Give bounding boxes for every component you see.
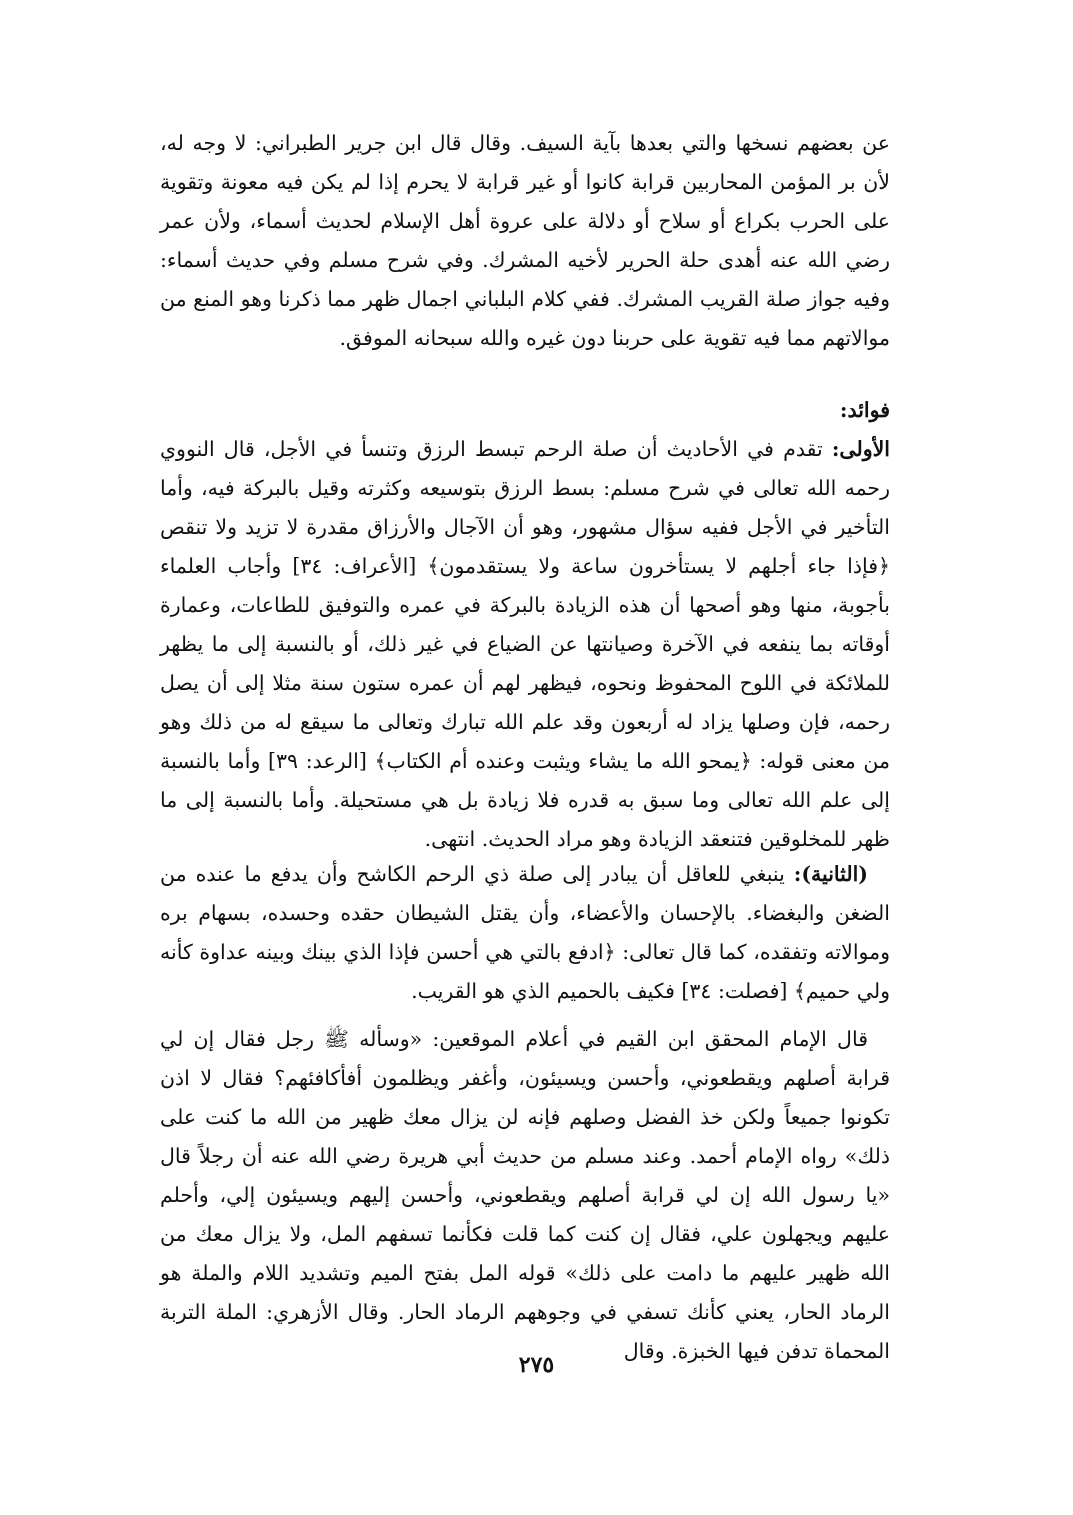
paragraph-text: عن بعضهم نسخها والتي بعدها بآية السيف. وقال قال ابن جرير الطبراني: لا وجه له، لأن بر المؤمن المحاربين قرابة كانوا أو غير قرابة لا يحرم إذا لم يكن فيه معونة وتقوية على الحرب بكراع أو سلاح أو دلالة على عروة أهل الإسلام لحديث أسماء، ولأن عمر رضي الله عنه أهدى حلة الحرير لأخيه المشرك. وفي شرح مسلم وفي حديث أسماء: وفيه جواز صلة القريب المشرك. ففي كلام البلباني اجمال ظهر مما ذكرنا وهو المنع من موالاتهم مما فيه تقوية على حربنا دون غيره والله سبحانه الموفق. [160,131,890,350]
first-benefit-text: تقدم في الأحاديث أن صلة الرحم تبسط الرزق وتنسأ في الأجل، قال النووي رحمه الله تعالى في شرح مسلم: بسط الرزق بتوسيعه وكثرته وقيل بالبركة فيه، وأما التأخير في الأجل ففيه سؤال مشهور، وهو أن الآجال والأرزاق مقدرة لا تزيد ولا تنقص ﴿فإذا جاء أجلهم لا يستأخرون ساعة ولا يستقدمون﴾ [الأعراف: ٣٤] وأجاب العلماء بأجوبة، منها وهو أصحها أن هذه الزيادة بالبركة في عمره والتوفيق للطاعات، وعمارة أوقاته بما ينفعه في الآخرة وصيانتها عن الضياع في غير ذلك، أو بالنسبة إلى ما يظهر للملائكة في اللوح المحفوظ ونحوه، فيظهر لهم أن عمره ستون سنة مثلا إلى أن يصل رحمه، فإن وصلها يزاد له أربعون وقد علم الله تبارك وتعالى ما سيقع له من ذلك وهو من معنى قوله: ﴿يمحو الله ما يشاء ويثبت وعنده أم الكتاب﴾ [الرعد: ٣٩] وأما بالنسبة إلى علم الله تعالى وما سبق به قدره فلا زيادة بل هي مستحيلة. وأما بالنسبة إلى ما ظهر للمخلوقين فتنعقد الزيادة وهو مراد الحديث. انتهى. [160,437,891,851]
section-heading-fawaid: فوائد: [839,398,890,422]
second-benefit-lead: (الثانية): [793,862,868,886]
paragraph-second-benefit [160,855,890,1011]
first-benefit-lead: الأولى: [831,437,890,461]
paragraph-opening [160,124,890,358]
second-benefit-text: ينبغي للعاقل أن يبادر إلى صلة ذي الرحم الكاشح وأن يدفع ما عنده من الضغن والبغضاء. بالإحسان والأعضاء، وأن يقتل الشيطان حقده وحسده، بسهام بره وموالاته وتفقده، كما قال تعالى: ﴿ادفع بالتي هي أحسن فإذا الذي بينك وبينه عداوة كأنه ولي حميم﴾ [فصلت: ٣٤] فكيف بالحميم الذي هو القريب. [160,862,890,1003]
page-number: ٢٧٥ [518,1352,555,1378]
paragraph-ibn-qayyim [160,1020,890,1371]
paragraph-first-benefit [160,430,890,859]
paragraph-text: قال الإمام المحقق ابن القيم في أعلام الموقعين: «وسأله ﷺ رجل فقال إن لي قرابة أصلهم ويقطعوني، وأحسن ويسيئون، وأغفر ويظلمون أفأكافئهم؟ فقال لا اذن تكونوا جميعاً ولكن خذ الفضل وصلهم فإنه لن يزال معك ظهير من الله ما كنت على ذلك» رواه الإمام أحمد. وعند مسلم من حديث أبي هريرة رضي الله عنه أن رجلاً قال «يا رسول الله إن لي قرابة أصلهم ويقطعوني، وأحسن إليهم ويسيئون إلي، وأحلم عليهم ويجهلون علي، فقال إن كنت كما قلت فكأنما تسفهم المل، ولا يزال معك من الله ظهير عليهم ما دامت على ذلك» قوله المل بفتح الميم وتشديد اللام والملة هو الرماد الحار، يعني كأنك تسفي في وجوههم الرماد الحار. وقال الأزهري: الملة التربة المحماة تدفن فيها الخبزة. وقال [160,1027,890,1363]
